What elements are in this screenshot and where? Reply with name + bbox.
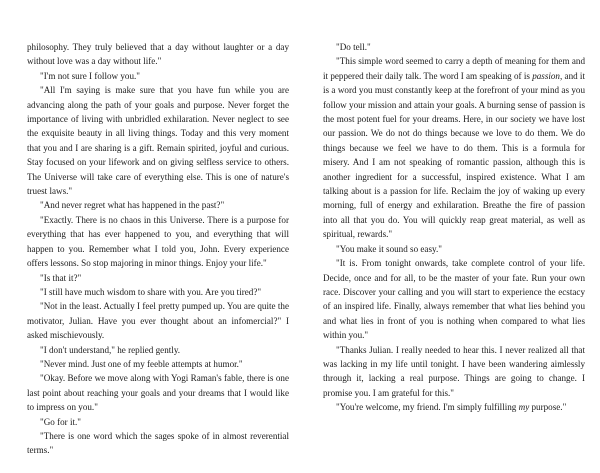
paragraph: "I still have much wisdom to share with you. Are you tired?" <box>40 286 262 297</box>
paragraph: "Never mind. Just one of my feeble attempts at humor." <box>40 358 243 369</box>
emphasis-passion: passion <box>532 70 560 81</box>
paragraph: "I'm not sure I follow you." <box>40 70 140 81</box>
paragraph: "Exactly. There is no chaos in this Universe. There is a purpose for everything that has ever happened to you, and everything that will happen to you. Remember what I told you, John. Every experience offers lessons. So stop majoring in minor things. Enjoy your life." <box>27 214 289 269</box>
paragraph: "It is. From tonight onwards, take complete control of your life. Decide, once and for all, to be the master of your fate. Run your own race. Discover your calling and you will start to experience the ecstacy of an inspired life. Finally, always remember that what lies behind you and what lies in front of you is nothing when compared to what lies within you." <box>323 258 585 341</box>
paragraph <box>323 54 585 241</box>
emphasis-my: my <box>518 402 530 413</box>
left-page <box>27 40 289 458</box>
paragraph: "Not in the least. Actually I feel pretty pumped up. You are quite the motivator, Julian. Have you ever thought about an infomercial?" I asked mischievously. <box>27 301 289 341</box>
right-page <box>323 40 585 415</box>
text-span: "You're welcome, my friend. I'm simply fulfilling <box>336 402 519 413</box>
paragraph <box>323 400 585 414</box>
text-span: "This simple word seemed to carry a depth of meaning for them and it peppered their daily talk. The word I am speaking of is <box>323 56 585 81</box>
paragraph: "Do tell." <box>336 42 371 52</box>
paragraph: "And never regret what has happened in the past?" <box>40 200 225 211</box>
paragraph: "You make it sound so easy." <box>336 243 442 254</box>
text-span: , and it is a word you must constantly keep at the forefront of your mind as you follow your mission and attain your goals. A burning sense of passion is the most potent fuel for your dreams. Here, in our society we have lost our passion. We do not do things because we love to do them. We do things because we feel we have to do them. This is a formula for misery. And I am not speaking of romantic passion, although this is another ingredient for a successful, inspired existence. What I am talking about is a passion for life. Reclaim the joy of waking up every morning, full of energy and exhilaration. Breathe the fire of passion into all that you do. You will quickly reap great material, as well as spiritual, rewards." <box>323 70 585 240</box>
text-span: purpose." <box>529 402 567 413</box>
paragraph: "Okay. Before we move along with Yogi Raman's fable, there is one last point about reaching your goals and your dreams that I would like to impress on you." <box>27 373 289 413</box>
paragraph: "There is one word which the sages spoke of in almost reverential terms." <box>27 430 289 456</box>
paragraph: "I don't understand," he replied gently. <box>40 344 181 355</box>
paragraph: "Thanks Julian. I really needed to hear this. I never realized all that was lacking in my life until tonight. I have been wandering aimlessly through it, lacking a real purpose. Things are going to change. I promise you. I am grateful for this." <box>323 344 585 398</box>
paragraph: "Go for it." <box>40 416 82 427</box>
paragraph: philosophy. They truly believed that a day without laughter or a day without love was a day without life." <box>27 42 289 67</box>
paragraph: "Is that it?" <box>40 272 82 283</box>
paragraph: "All I'm saying is make sure that you have fun while you are advancing along the path of your goals and purpose. Never forget the importance of living with unbridled exhilaration. Never neglect to see the exquisite beauty in all living things. Today and this very moment that you and I are sharing is a gift. Remain spirited, joyful and curious. Stay focused on your lifework and on giving selfless service to others. The Universe will take care of everything else. This is one of nature's truest laws." <box>27 85 289 197</box>
